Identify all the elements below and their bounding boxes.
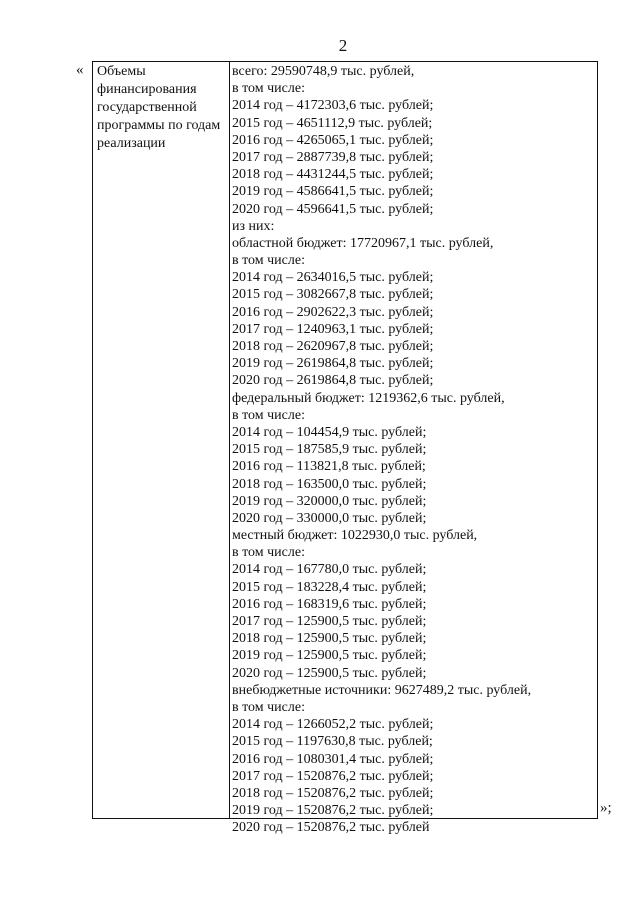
value-line: 2018 год – 1520876,2 тыс. рублей; <box>232 785 434 801</box>
closing-quote: »; <box>600 800 612 816</box>
value-line: 2020 год – 330000,0 тыс. рублей; <box>232 510 427 526</box>
value-line: 2016 год – 2902622,3 тыс. рублей; <box>232 304 434 320</box>
value-line: 2020 год – 4596641,5 тыс. рублей; <box>232 201 434 217</box>
value-line: 2018 год – 125900,5 тыс. рублей; <box>232 631 427 647</box>
value-line: 2014 год – 1266052,2 тыс. рублей; <box>232 717 434 733</box>
value-line: 2015 год – 4651112,9 тыс. рублей; <box>232 115 433 131</box>
value-line: 2017 год – 1520876,2 тыс. рублей; <box>232 768 434 784</box>
value-line: 2018 год – 4431244,5 тыс. рублей; <box>232 167 434 183</box>
value-line: в том числе: <box>232 545 305 561</box>
value-line: в том числе: <box>232 407 305 423</box>
value-line: местный бюджет: 1022930,0 тыс. рублей, <box>232 528 478 544</box>
value-line: 2017 год – 2887739,8 тыс. рублей; <box>232 149 434 165</box>
value-line: всего: 29590748,9 тыс. рублей, <box>232 64 415 79</box>
value-line: внебюджетные источники: 9627489,2 тыс. рублей, <box>232 682 532 698</box>
label-line: государственной <box>97 100 197 115</box>
value-line: 2015 год – 1197630,8 тыс. рублей; <box>232 734 433 750</box>
value-line: 2016 год – 168319,6 тыс. рублей; <box>232 596 427 612</box>
label-line: Объемы <box>97 64 146 79</box>
value-line: в том числе: <box>232 81 305 97</box>
value-line: в том числе: <box>232 253 305 269</box>
value-cell <box>232 63 592 836</box>
value-line: 2014 год – 2634016,5 тыс. рублей; <box>232 270 434 286</box>
value-line: 2019 год – 2619864,8 тыс. рублей; <box>232 356 434 372</box>
value-line: 2019 год – 4586641,5 тыс. рублей; <box>232 184 434 200</box>
value-line: 2014 год – 167780,0 тыс. рублей; <box>232 562 427 578</box>
value-line: 2020 год – 125900,5 тыс. рублей; <box>232 665 427 681</box>
page-number: 2 <box>338 36 348 55</box>
value-line: 2018 год – 163500,0 тыс. рублей; <box>232 476 427 492</box>
value-line: 2015 год – 187585,9 тыс. рублей; <box>232 442 427 458</box>
value-line: 2015 год – 183228,4 тыс. рублей; <box>232 579 427 595</box>
value-line: областной бюджет: 17720967,1 тыс. рублей, <box>232 235 494 251</box>
column-divider <box>229 62 230 818</box>
value-line: 2017 год – 1240963,1 тыс. рублей; <box>232 321 434 337</box>
value-line: 2017 год – 125900,5 тыс. рублей; <box>232 614 427 629</box>
label-line: реализации <box>97 136 166 151</box>
value-line: 2018 год – 2620967,8 тыс. рублей; <box>232 339 434 354</box>
value-line: 2019 год – 125900,5 тыс. рублей; <box>232 648 427 664</box>
value-line: в том числе: <box>232 699 305 715</box>
value-line: 2019 год – 1520876,2 тыс. рублей; <box>232 803 434 819</box>
value-line: 2019 год – 320000,0 тыс. рублей; <box>232 493 427 509</box>
label-line: программы по годам <box>97 118 221 133</box>
value-line: 2014 год – 4172303,6 тыс. рублей; <box>232 98 434 114</box>
value-line: 2015 год – 3082667,8 тыс. рублей; <box>232 287 434 303</box>
label-line: финансирования <box>97 82 197 97</box>
value-line: 2016 год – 4265065,1 тыс. рублей; <box>232 132 434 148</box>
value-line: федеральный бюджет: 1219362,6 тыс. рублей, <box>232 390 505 406</box>
value-line: 2014 год – 104454,9 тыс. рублей; <box>232 424 427 440</box>
financing-table <box>92 61 598 836</box>
label-cell <box>97 63 229 153</box>
value-line: 2020 год – 1520876,2 тыс. рублей <box>232 820 430 836</box>
value-line: из них: <box>232 218 275 234</box>
value-line: 2016 год – 1080301,4 тыс. рублей; <box>232 751 434 767</box>
opening-quote: « <box>76 62 84 78</box>
value-line: 2016 год – 113821,8 тыс. рублей; <box>232 459 426 475</box>
value-line: 2020 год – 2619864,8 тыс. рублей; <box>232 373 434 389</box>
